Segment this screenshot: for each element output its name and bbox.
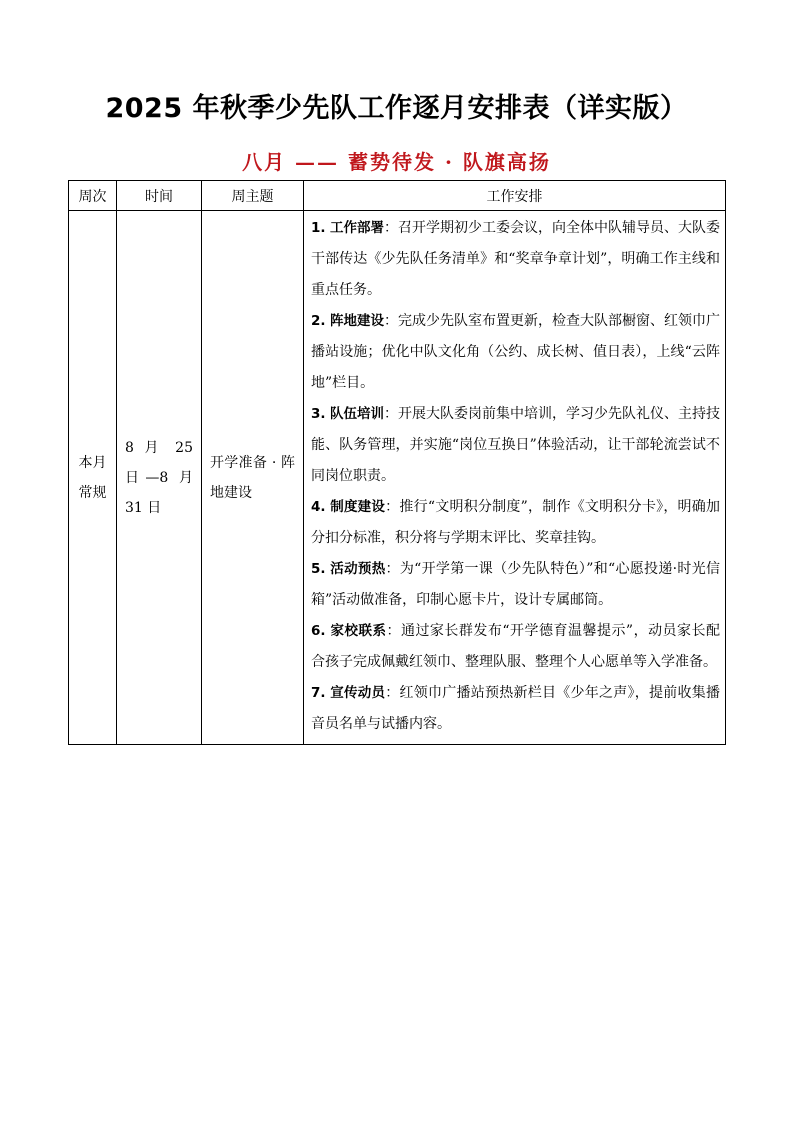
task-heading: 工作部署 <box>329 220 384 236</box>
task-item <box>311 213 720 306</box>
task-item <box>311 492 720 554</box>
time-cell: 8 月 25 日—8 月 31 日 <box>117 211 202 745</box>
header-week: 周次 <box>69 181 117 211</box>
header-tasks: 工作安排 <box>304 181 726 211</box>
task-heading: 宣传动员 <box>330 685 386 701</box>
task-number: 5. <box>311 561 326 577</box>
task-number: 6. <box>311 623 326 639</box>
table-row <box>69 211 726 745</box>
task-text: 完成少先队室布置更新，检查大队部橱窗、红领巾广播站设施；优化中队文化角（公约、成长树、值日表），上线“云阵地”栏目。 <box>311 313 721 391</box>
task-item <box>311 554 720 616</box>
task-separator: ： <box>384 313 399 329</box>
task-item <box>311 306 720 399</box>
task-number: 7. <box>311 685 326 701</box>
task-separator: ： <box>384 406 399 422</box>
header-time: 时间 <box>117 181 202 211</box>
task-number: 4. <box>311 499 326 515</box>
task-separator: ： <box>386 623 401 639</box>
task-item <box>311 399 720 492</box>
task-heading: 家校联系 <box>330 623 387 639</box>
task-separator: ： <box>385 685 400 701</box>
task-separator: ： <box>385 499 400 515</box>
task-number: 2. <box>311 313 326 329</box>
task-text: 推行“文明积分制度”，制作《文明积分卡》，明确加分扣分标准，积分将与学期末评比、奖章挂钩。 <box>311 499 721 546</box>
task-separator: ： <box>384 220 399 236</box>
task-heading: 活动预热 <box>330 561 386 577</box>
task-heading: 制度建设 <box>330 499 386 515</box>
page-title: 2025 年秋季少先队工作逐月安排表（详实版） <box>105 93 688 124</box>
schedule-table <box>68 180 726 745</box>
header-theme: 周主题 <box>202 181 304 211</box>
month-heading: 八月 —— 蓄势待发 · 队旗高扬 <box>242 150 551 174</box>
task-number: 3. <box>311 406 326 422</box>
task-text: 红领巾广播站预热新栏目《少年之声》，提前收集播音员名单与试播内容。 <box>311 685 721 732</box>
tasks-cell <box>304 211 726 745</box>
task-text: 通过家长群发布“开学德育温馨提示”，动员家长配合孩子完成佩戴红领巾、整理队服、整理个人心愿单等入学准备。 <box>311 623 721 670</box>
task-heading: 队伍培训 <box>329 406 384 422</box>
task-item <box>311 678 720 740</box>
task-heading: 阵地建设 <box>329 313 384 329</box>
task-text: 为“开学第一课（少先队特色）”和“心愿投递·时光信箱”活动做准备，印制心愿卡片，设计专属邮筒。 <box>311 561 721 608</box>
task-separator: ： <box>385 561 400 577</box>
table-header-row <box>69 181 726 211</box>
week-cell: 本月常规 <box>69 211 117 745</box>
theme-cell: 开学准备 · 阵地建设 <box>202 211 304 745</box>
task-text: 召开学期初少工委会议，向全体中队辅导员、大队委干部传达《少先队任务清单》和“奖章争章计划”，明确工作主线和重点任务。 <box>311 220 721 298</box>
task-item <box>311 616 720 678</box>
task-text: 开展大队委岗前集中培训，学习少先队礼仪、主持技能、队务管理，并实施“岗位互换日”体验活动，让干部轮流尝试不同岗位职责。 <box>311 406 721 484</box>
task-number: 1. <box>311 220 326 236</box>
